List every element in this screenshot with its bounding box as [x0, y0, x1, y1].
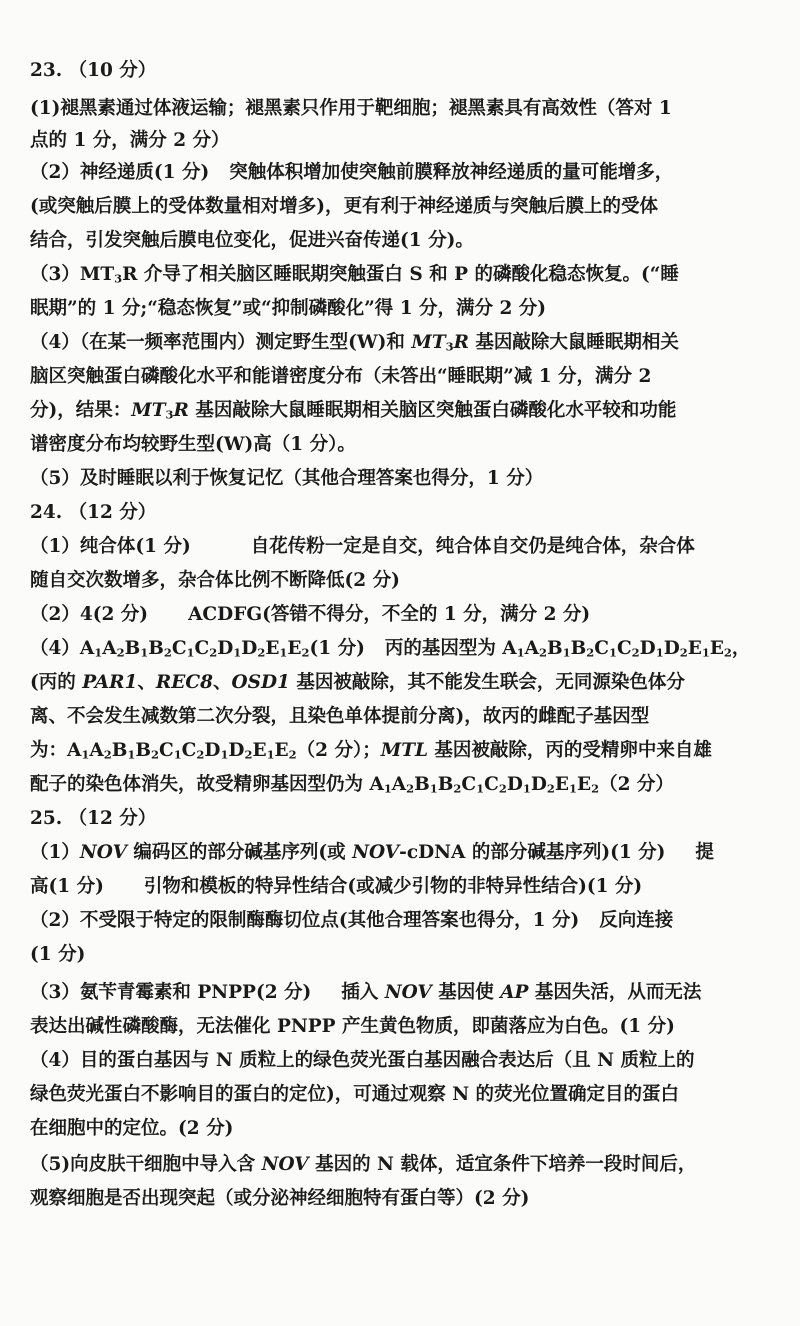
subscript: 1 [173, 747, 182, 762]
q23-p2-line3: 结合，引发突触后膜电位变化，促进兴奋传递(1 分)。 [30, 230, 474, 251]
gene-name: NOV [384, 982, 432, 1003]
gene-name: OSD1 [231, 672, 290, 693]
subscript: 2 [103, 747, 112, 762]
q23-p5: （5）及时睡眠以利于恢复记忆（其他合理答案也得分，1 分） [30, 468, 544, 489]
subscript: 1 [94, 645, 103, 660]
q23-p4-result-label: 分)，结果： [30, 400, 132, 421]
q23-p1-line1: (1)褪黑素通过体液运输；褪黑素只作用于靶细胞；褪黑素具有高效性（答对 1 [30, 98, 672, 119]
q24-p4-label: （4） [30, 638, 80, 659]
subscript: 1 [608, 645, 617, 660]
subscript: 2 [546, 781, 555, 796]
q25-p4-line1: （4）目的蛋白基因与 N 质粒上的绿色荧光蛋白基因融合表达后（且 N 质粒上的 [30, 1050, 695, 1071]
q23-p2-line2: (或突触后膜上的受体数量相对增多)，更有利于神经递质与突触后膜上的受体 [30, 196, 659, 217]
q24-p2-line1 [30, 600, 770, 630]
q25-p4-line2: 绿色荧光蛋白不影响目的蛋白的定位)，可通过观察 N 的荧光位置确定目的蛋白 [30, 1084, 680, 1105]
q23-p2-explanation: 突触体积增加使突触前膜释放神经递质的量可能增多， [229, 162, 674, 183]
subscript: 3 [114, 271, 123, 286]
q23-p4-line3 [30, 396, 770, 426]
subscript: 1 [562, 645, 571, 660]
q24-p4-line3: 离、不会发生减数第二次分裂，且染色单体提前分离)，故丙的雌配子基因型 [30, 706, 650, 727]
gene-name: R [173, 400, 189, 421]
q25-p1-line1 [30, 838, 770, 868]
subscript: 1 [186, 645, 195, 660]
separator: 、 [212, 672, 232, 693]
subscript: 2 [498, 781, 507, 796]
q23-p2-line1 [30, 158, 770, 188]
q23-p3-line2: 眠期”的 1 分;“稳态恢复”或“抑制磷酸化”得 1 分，满分 2 分) [30, 298, 547, 319]
q24-p4-text: 基因被敲除，丙的受精卵中来自雄 [427, 740, 712, 761]
q24-p4-line4 [30, 736, 770, 766]
subscript: 1 [655, 645, 664, 660]
q24-p2-answer-b: ACDFG(答错不得分，不全的 1 分，满分 2 分) [188, 604, 591, 625]
gene-name: R [453, 332, 469, 353]
q24-p4-text-b: 丙的基因型为 [384, 638, 503, 659]
q24-p4-text: 基因被敲除，其不能发生联会，无同源染色体分 [289, 672, 685, 693]
q25-p2-line2: (1 分) [30, 944, 86, 965]
q25-p1-text: 编码区的部分碱基序列(或 [126, 842, 353, 863]
q23-p3-line1 [30, 260, 770, 290]
subscript: 1 [266, 747, 275, 762]
q25-header: 25. （12 分） [30, 808, 157, 829]
subscript: 2 [406, 781, 415, 796]
subscript: 2 [453, 781, 462, 796]
subscript: 1 [220, 747, 229, 762]
q24-p1-line2: 随自交次数增多，杂合体比例不断降低(2 分) [30, 570, 400, 591]
subscript: 1 [701, 645, 710, 660]
q24-p4-score: （2 分）； [296, 740, 381, 761]
q24-p4-comma: ， [731, 638, 751, 659]
q24-p1-explanation: 自花传粉一定是自交，纯合体自交仍是纯合体，杂合体 [250, 536, 695, 557]
genotype: $A_1A_2B_1B_2C_1C_2D_1D_2E_1E_2$ [502, 638, 732, 660]
q24-p4-line5 [30, 770, 770, 800]
q25-p2-line1 [30, 906, 770, 936]
q24-p4-text: (丙的 [30, 672, 83, 693]
gene-name: PAR1 [82, 672, 138, 693]
q23-p4-line2: 脑区突触蛋白磷酸化水平和能谱密度分布（未答出“睡眠期”减 1 分，满分 2 [30, 366, 652, 387]
subscript: 2 [586, 645, 595, 660]
q23-p3-text-b: R 介导了相关脑区睡眠期突触蛋白 S 和 P 的磷酸化稳态恢复。(“睡 [122, 264, 679, 285]
q23-p4-line1 [30, 328, 770, 358]
q25-p1-text: 高(1 分) [30, 876, 104, 897]
q25-p1-text: 引物和模板的特异性结合(或减少引物的非特异性结合)(1 分) [143, 876, 643, 897]
subscript: 1 [516, 645, 525, 660]
q24-p1-line1 [30, 532, 770, 562]
q23-p2-answer: （2）神经递质(1 分) [30, 162, 210, 183]
subscript: 1 [140, 645, 149, 660]
gene-name: REC8 [155, 672, 213, 693]
q24-p4-score: (1 分) [309, 638, 365, 659]
subscript: 2 [301, 645, 310, 660]
q25-p5-text: 基因的 N 载体，适宜条件下培养一段时间后， [308, 1154, 697, 1175]
q23-p4-text-a: （4）（在某一频率范围内）测定野生型(W)和 [30, 332, 412, 353]
separator: 、 [137, 672, 156, 693]
q25-p1-text: 提 [695, 842, 714, 863]
q23-p4-line4: 谱密度分布均较野生型(W)高（1 分）。 [30, 434, 356, 455]
subscript: 2 [150, 747, 159, 762]
subscript: 3 [445, 339, 454, 354]
subscript: 1 [429, 781, 438, 796]
subscript: 2 [538, 645, 547, 660]
genotype: $A_1A_2B_1B_2C_1C_2D_1D_2E_1E_2$ [79, 638, 310, 660]
subscript: 2 [631, 645, 640, 660]
q24-p4-line2 [30, 668, 770, 698]
q24-header: 24. （12 分） [30, 502, 157, 523]
subscript: 2 [244, 747, 253, 762]
subscript: 1 [279, 645, 288, 660]
q25-p2-answer-b: 反向连接 [599, 910, 674, 931]
subscript: 1 [476, 781, 485, 796]
subscript: 2 [257, 645, 266, 660]
genotype: $A_1A_2B_1B_2C_1C_2D_1D_2E_1E_2$ [369, 774, 600, 796]
q25-p4-line3: 在细胞中的定位。(2 分) [30, 1118, 234, 1139]
subscript: 2 [116, 645, 125, 660]
subscript: 2 [679, 645, 688, 660]
q24-p1-answer: （1）纯合体(1 分) [30, 536, 191, 557]
q24-p4-score: （2 分） [599, 774, 674, 795]
q25-p1-label: （1） [30, 842, 80, 863]
q23-p4-result-text: 基因敲除大鼠睡眠期相关脑区突触蛋白磷酸化水平较和功能 [188, 400, 677, 421]
gene-name: MT [131, 400, 166, 421]
q25-p3-text: 基因失活，从而无法 [528, 982, 702, 1003]
q25-p5-text: （5)向皮肤干细胞中导入含 [30, 1154, 262, 1175]
q25-p1-text: -cDNA 的部分碱基序列)(1 分) [399, 842, 666, 863]
subscript: 2 [288, 747, 297, 762]
q24-p4-line1 [30, 634, 770, 664]
q25-p3-text: 插入 [341, 982, 385, 1003]
gene-name: AP [500, 982, 529, 1003]
gene-name: NOV [261, 1154, 309, 1175]
q23-header: 23. （10 分） [30, 60, 157, 81]
subscript: 2 [163, 645, 172, 660]
subscript: 1 [383, 781, 392, 796]
q23-p1-line2: 点的 1 分，满分 2 分） [30, 130, 230, 151]
q24-p2-answer: （2）4(2 分) [30, 604, 149, 625]
q25-p1-line2 [30, 872, 770, 902]
genotype: $A_1A_2B_1B_2C_1C_2D_1D_2E_1E_2$ [67, 740, 297, 762]
gene-name: MTL [380, 740, 428, 761]
gene-name: MT [411, 332, 446, 353]
subscript: 1 [522, 781, 531, 796]
q25-p2-answer: （2）不受限于特定的限制酶酶切位点(其他合理答案也得分，1 分) [30, 910, 580, 931]
q24-p4-text: 配子的染色体消失，故受精卵基因型仍为 [30, 774, 370, 795]
subscript: 2 [723, 645, 732, 660]
q25-p3-answer: （3）氨苄青霉素和 PNPP(2 分) [30, 982, 312, 1003]
q25-p3-text: 基因使 [431, 982, 501, 1003]
q25-p5-line1 [30, 1150, 770, 1180]
subscript: 1 [81, 747, 90, 762]
subscript: 1 [569, 781, 577, 796]
q23-p3-text-a: （3）MT [30, 264, 115, 285]
q25-p5-line2: 观察细胞是否出现突起（或分泌神经细胞特有蛋白等）(2 分) [30, 1188, 530, 1209]
gene-name: NOV [79, 842, 127, 863]
q25-p3-line1 [30, 978, 770, 1008]
subscript: 2 [591, 781, 600, 796]
subscript: 3 [165, 407, 174, 422]
subscript: 2 [209, 645, 218, 660]
q24-p4-text: 为： [30, 740, 68, 761]
gene-name: NOV [352, 842, 400, 863]
subscript: 1 [233, 645, 242, 660]
subscript: 1 [127, 747, 136, 762]
subscript: 2 [196, 747, 205, 762]
q23-p4-text-b: 基因敲除大鼠睡眠期相关 [468, 332, 679, 353]
q25-p3-line2: 表达出碱性磷酸酶，无法催化 PNPP 产生黄色物质，即菌落应为白色。(1 分) [30, 1016, 675, 1037]
